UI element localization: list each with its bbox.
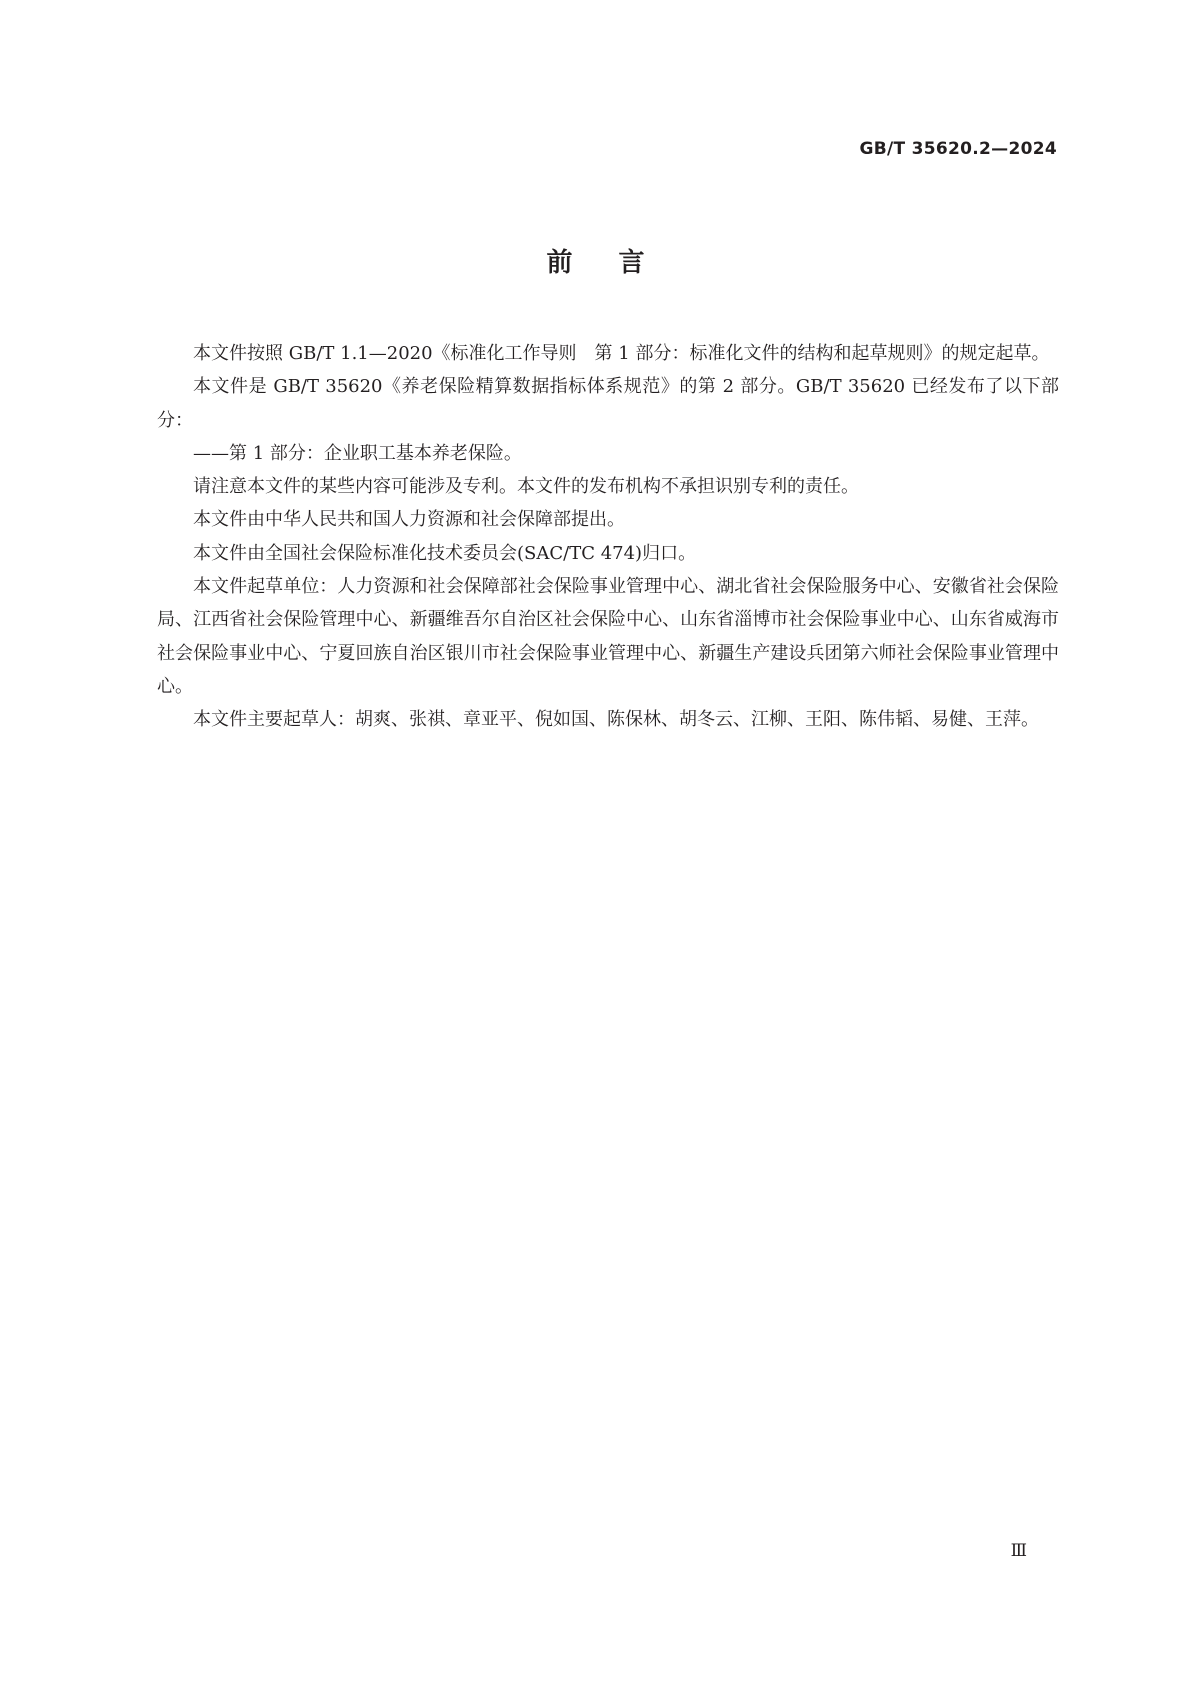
paragraph-series-info: 本文件是 GB/T 35620《养老保险精算数据指标体系规范》的第 2 部分。GB/T 35620 已经发布了以下部分： xyxy=(157,376,1059,431)
paragraph-proposed-by: 本文件由中华人民共和国人力资源和社会保障部提出。 xyxy=(193,509,625,531)
paragraph-part-1: ——第 1 部分：企业职工基本养老保险。 xyxy=(193,442,522,464)
paragraph-patent-notice: 请注意本文件的某些内容可能涉及专利。本文件的发布机构不承担识别专利的责任。 xyxy=(193,476,859,498)
page-title: 前言 xyxy=(546,248,691,278)
paragraph-drafting-rules: 本文件按照 GB/T 1.1—2020《标准化工作导则 第 1 部分：标准化文件的结构和起草规则》的规定起草。 xyxy=(193,343,1050,364)
preface-body xyxy=(157,337,1059,737)
page-number: Ⅲ xyxy=(1010,1541,1026,1561)
standard-number: GB/T 35620.2—2024 xyxy=(859,139,1057,159)
paragraph-under-jurisdiction: 本文件由全国社会保险标准化技术委员会(SAC/TC 474)归口。 xyxy=(193,542,697,564)
paragraph-drafting-units: 本文件起草单位：人力资源和社会保障部社会保险事业管理中心、湖北省社会保险服务中心、安徽省社会保险局、江西省社会保险管理中心、新疆维吾尔自治区社会保险中心、山东省淄博市社会保险事业中心、山东省威海市社会保险事业中心、宁夏回族自治区银川市社会保险事业管理中心、新疆生产建设兵团第六师社会保险事业管理中心。 xyxy=(157,576,1059,697)
paragraph-drafters: 本文件主要起草人：胡爽、张祺、章亚平、倪如国、陈保林、胡冬云、江柳、王阳、陈伟韬、易健、王萍。 xyxy=(193,709,1039,731)
